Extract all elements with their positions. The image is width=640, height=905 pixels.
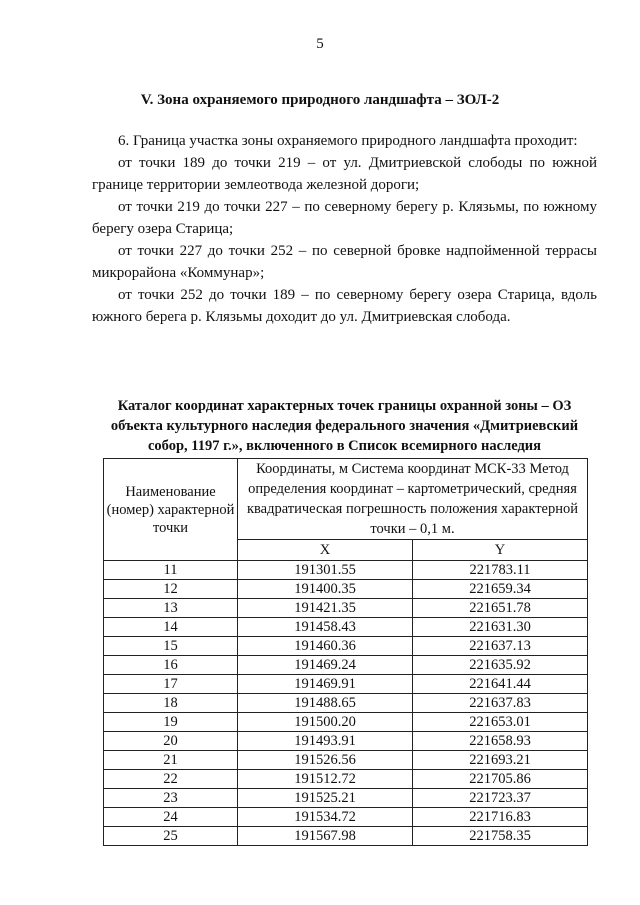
table-body <box>104 561 588 846</box>
y-coordinate-cell: 221637.83 <box>413 694 588 713</box>
paragraph: 6. Граница участка зоны охраняемого природного ландшафта проходит: <box>118 133 578 149</box>
x-coordinate-cell: 191493.91 <box>238 732 413 751</box>
paragraph: от точки 252 до точки 189 – по северному берегу озера Старица, вдоль южного берега р. Клязьмы доходит до ул. Дмитриевская слобода. <box>92 287 597 325</box>
point-number-cell: 18 <box>104 694 238 713</box>
point-number-cell: 22 <box>104 770 238 789</box>
x-coordinate-cell: 191460.36 <box>238 637 413 656</box>
y-coordinate-cell: 221659.34 <box>413 580 588 599</box>
point-number-cell: 25 <box>104 827 238 846</box>
y-coordinate-cell: 221783.11 <box>413 561 588 580</box>
table-row <box>104 599 588 618</box>
y-coordinate-cell: 221716.83 <box>413 808 588 827</box>
table-row <box>104 656 588 675</box>
point-number-cell: 21 <box>104 751 238 770</box>
header-y: Y <box>413 540 588 561</box>
x-coordinate-cell: 191458.43 <box>238 618 413 637</box>
point-number-cell: 15 <box>104 637 238 656</box>
page-number: 5 <box>316 36 324 52</box>
header-coordinates: Координаты, м Система координат МСК-33 Метод определения координат – картометрический, средняя квадратическая погрешность положения характерной точки – 0,1 м. <box>238 459 588 540</box>
table-row <box>104 751 588 770</box>
table-row <box>104 637 588 656</box>
x-coordinate-cell: 191400.35 <box>238 580 413 599</box>
table-row <box>104 561 588 580</box>
table-row <box>104 808 588 827</box>
point-number-cell: 16 <box>104 656 238 675</box>
paragraph: от точки 219 до точки 227 – по северному берегу р. Клязьмы, по южному берегу озера Старица; <box>92 199 597 237</box>
x-coordinate-cell: 191469.24 <box>238 656 413 675</box>
coordinates-table <box>103 458 588 846</box>
y-coordinate-cell: 221635.92 <box>413 656 588 675</box>
point-number-cell: 23 <box>104 789 238 808</box>
point-number-cell: 11 <box>104 561 238 580</box>
point-number-cell: 20 <box>104 732 238 751</box>
point-number-cell: 24 <box>104 808 238 827</box>
table-row <box>104 789 588 808</box>
y-coordinate-cell: 221658.93 <box>413 732 588 751</box>
y-coordinate-cell: 221693.21 <box>413 751 588 770</box>
y-coordinate-cell: 221641.44 <box>413 675 588 694</box>
table-row <box>104 675 588 694</box>
x-coordinate-cell: 191301.55 <box>238 561 413 580</box>
y-coordinate-cell: 221723.37 <box>413 789 588 808</box>
x-coordinate-cell: 191421.35 <box>238 599 413 618</box>
x-coordinate-cell: 191512.72 <box>238 770 413 789</box>
table-row <box>104 827 588 846</box>
y-coordinate-cell: 221631.30 <box>413 618 588 637</box>
x-coordinate-cell: 191526.56 <box>238 751 413 770</box>
y-coordinate-cell: 221653.01 <box>413 713 588 732</box>
body-text <box>92 130 597 328</box>
x-coordinate-cell: 191469.91 <box>238 675 413 694</box>
paragraph: от точки 189 до точки 219 – от ул. Дмитриевской слободы по южной границе территории землеотвода железной дороги; <box>92 155 597 193</box>
table-row <box>104 580 588 599</box>
table-row <box>104 770 588 789</box>
point-number-cell: 12 <box>104 580 238 599</box>
header-point-name: Наименование (номер) характерной точки <box>104 459 238 561</box>
section-title: V. Зона охраняемого природного ландшафта – ЗОЛ-2 <box>140 92 500 108</box>
y-coordinate-cell: 221758.35 <box>413 827 588 846</box>
x-coordinate-cell: 191525.21 <box>238 789 413 808</box>
point-number-cell: 19 <box>104 713 238 732</box>
table-row <box>104 694 588 713</box>
paragraph: от точки 227 до точки 252 – по северной бровке надпойменной террасы микрорайона «Коммунар»; <box>92 243 597 281</box>
x-coordinate-cell: 191567.98 <box>238 827 413 846</box>
header-x: X <box>238 540 413 561</box>
table-row <box>104 618 588 637</box>
catalog-title: Каталог координат характерных точек границы охранной зоны – ОЗ объекта культурного наследия федерального значения «Дмитриевский собор, 1197 г.», включенного в Список всемирного наследия <box>110 398 579 454</box>
y-coordinate-cell: 221705.86 <box>413 770 588 789</box>
table-row <box>104 713 588 732</box>
x-coordinate-cell: 191534.72 <box>238 808 413 827</box>
point-number-cell: 17 <box>104 675 238 694</box>
y-coordinate-cell: 221637.13 <box>413 637 588 656</box>
point-number-cell: 13 <box>104 599 238 618</box>
y-coordinate-cell: 221651.78 <box>413 599 588 618</box>
point-number-cell: 14 <box>104 618 238 637</box>
x-coordinate-cell: 191500.20 <box>238 713 413 732</box>
x-coordinate-cell: 191488.65 <box>238 694 413 713</box>
table-row <box>104 732 588 751</box>
